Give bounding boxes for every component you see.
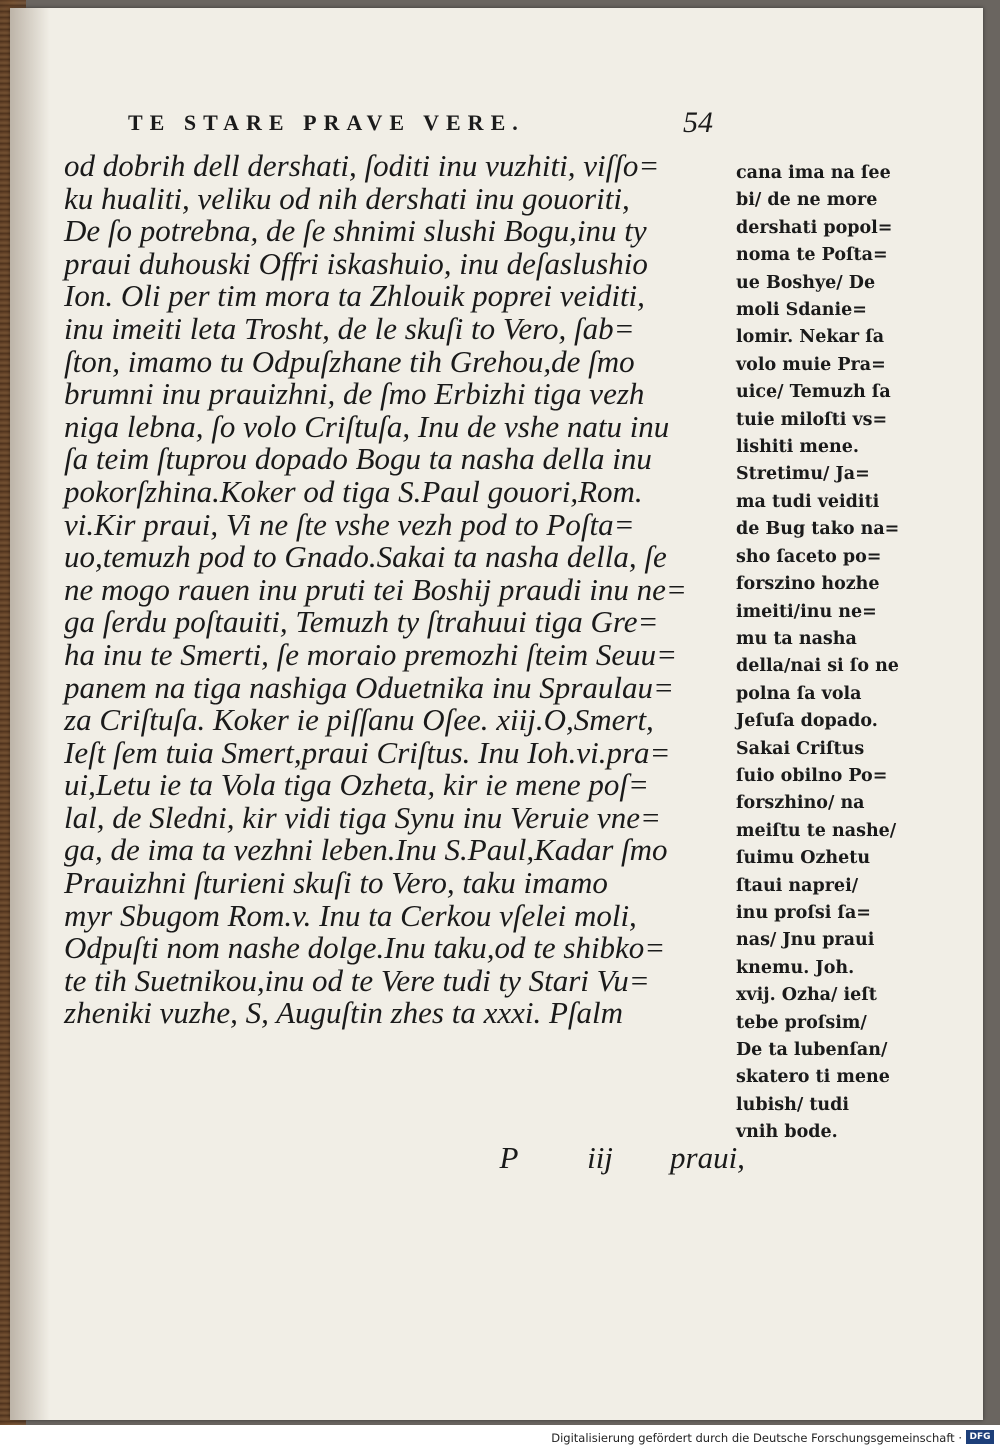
margin-note-line: lubish/ tudi xyxy=(736,1094,850,1115)
margin-note-line: tebe proſsim/ xyxy=(736,1012,867,1033)
margin-note-line: ſuimu Ozhetu xyxy=(736,848,871,869)
text-line: za Criſtuſa. Koker ie piſſanu Oſee. xiij.O,Smert, xyxy=(64,702,654,738)
margin-note-line: bi/ de ne more xyxy=(736,190,878,211)
page-number: 54 xyxy=(683,106,713,139)
text-line: ui,Letu ie ta Vola tiga Ozheta, kir ie mene poſ= xyxy=(64,767,649,803)
text-line: Prauizhni ſturieni skuſi to Vero, taku imamo xyxy=(64,865,608,901)
text-line: vi.Kir praui, Vi ne ſte vshe vezh pod to Poſta= xyxy=(64,506,635,542)
margin-note-line: dershati popol= xyxy=(736,217,893,238)
margin-note-line: xvij. Ozha/ ieſt xyxy=(736,985,877,1006)
text-line: ſa teim ſtuprou dopado Bogu ta nasha della inu xyxy=(64,441,652,477)
margin-note-line: inu proſsi ſa= xyxy=(736,902,871,923)
margin-note-line: ſtaui naprei/ xyxy=(736,875,859,896)
margin-note-line: de Bug tako na= xyxy=(736,519,900,540)
digitization-footer xyxy=(0,1425,1000,1450)
margin-note-line: moli Sdanie= xyxy=(736,300,867,321)
signature-mark: P xyxy=(499,1140,519,1175)
marginal-note xyxy=(736,160,961,1147)
margin-note-line: ue Boshye/ De xyxy=(736,272,876,293)
text-line: od dobrih dell dershati, ſoditi inu vuzhiti, viſſo= xyxy=(64,148,660,183)
text-line: ha inu te Smerti, ſe moraio premozhi ſteim Seuu= xyxy=(64,636,678,672)
margin-note-line: Sakai Criſtus xyxy=(736,738,865,759)
running-head: TE STARE PRAVE VERE. xyxy=(128,110,525,135)
text-line: niga lebna, ſo volo Criſtuſa, Inu de vshe natu inu xyxy=(64,408,670,444)
margin-note-line: cana ima na ſee xyxy=(736,163,891,183)
text-line: ga, de ima ta vezhni leben.Inu S.Paul,Kadar ſmo xyxy=(64,832,668,868)
margin-note-line: tuie miloſti vs= xyxy=(736,409,888,430)
margin-note-line: lishiti mene. xyxy=(736,437,859,458)
signature-number: iij xyxy=(587,1140,613,1175)
text-line: brumni inu prauizhni, de ſmo Erbizhi tiga vezh xyxy=(64,376,645,412)
margin-note-line: sho ſaceto po= xyxy=(736,546,882,567)
text-line: praui duhouski Offri iskashuio, inu deſaslushio xyxy=(64,245,648,281)
margin-note-line: polna ſa vola xyxy=(736,683,862,704)
text-line: pokorſzhina.Koker od tiga S.Paul gouori,Rom. xyxy=(64,473,643,509)
margin-note-line: De ta lubenſan/ xyxy=(736,1040,888,1060)
catchword: praui, xyxy=(670,1140,745,1175)
text-line: Ieſt ſem tuia Smert,praui Criſtus. Inu Ioh.vi.pra= xyxy=(64,734,671,770)
gutter-shadow xyxy=(10,8,50,1420)
signature-line xyxy=(488,1140,745,1176)
text-line: ku hualiti, veliku od nih dershati inu gouoriti, xyxy=(64,180,630,216)
margin-note-line: noma te Poſta= xyxy=(736,245,888,266)
margin-note-line: Stretimu/ Ja= xyxy=(736,464,870,485)
margin-note-line: imeiti/inu ne= xyxy=(736,601,877,622)
text-line: uo,temuzh pod to Gnado.Sakai ta nasha della, ſe xyxy=(64,539,667,575)
margin-note-line: forszhino/ na xyxy=(736,793,865,814)
margin-note-line: mu ta nasha xyxy=(736,628,857,649)
margin-note-line: vnih bode. xyxy=(736,1122,838,1143)
text-line: myr Sbugom Rom.v. Inu ta Cerkou vſelei moli, xyxy=(64,897,637,933)
margin-note-line: ſuio obilno Po= xyxy=(736,765,888,786)
margin-note-line: uice/ Temuzh ſa xyxy=(736,382,891,403)
dfg-logo: DFG xyxy=(966,1430,994,1444)
margin-note-line: della/nai si ſo ne xyxy=(736,656,899,677)
funding-credit: Digitalisierung gefördert durch die Deutsche Forschungsgemeinschaft · xyxy=(551,1431,962,1445)
margin-note-line: nas/ Jnu praui xyxy=(736,930,875,951)
margin-note-line: forszino hozhe xyxy=(736,574,880,595)
margin-note-line: volo muie Pra= xyxy=(736,354,886,375)
text-line: inu imeiti leta Trosht, de le skuſi to Vero, ſab= xyxy=(64,310,635,346)
text-line: panem na tiga nashiga Oduetnika inu Spraulau= xyxy=(64,669,674,705)
text-line: De ſo potrebna, de ſe shnimi slushi Bogu,inu ty xyxy=(64,213,647,249)
text-line: lal, de Sledni, kir vidi tiga Synu inu Veruie vne= xyxy=(64,799,661,835)
margin-note-line: Jeſuſa dopado. xyxy=(736,711,878,732)
text-line: zheniki vuzhe, S, Auguſtin zhes ta xxxi. Pſalm xyxy=(64,995,624,1031)
margin-note-line: meiſtu te nashe/ xyxy=(736,820,897,841)
text-line: te tih Suetnikou,inu od te Vere tudi ty Stari Vu= xyxy=(64,962,650,998)
margin-note-line: skatero ti mene xyxy=(736,1067,890,1088)
margin-note-line: lomir. Nekar ſa xyxy=(736,327,885,348)
text-line: ne mogo rauen inu pruti tei Boshij praudi inu ne= xyxy=(64,571,687,607)
text-line: ga ſerdu poſtauiti, Temuzh ty ſtrahuui tiga Gre= xyxy=(64,604,659,640)
text-line: Ion. Oli per tim mora ta Zhlouik poprei veiditi, xyxy=(64,278,645,314)
margin-note-line: ma tudi veiditi xyxy=(736,491,880,512)
margin-note-line: knemu. Joh. xyxy=(736,957,855,978)
main-text-block xyxy=(64,150,739,1030)
text-line: ſton, imamo tu Odpuſzhane tih Grehou,de ſmo xyxy=(64,343,635,379)
text-line: Odpuſti nom nashe dolge.Inu taku,od te shibko= xyxy=(64,930,666,966)
